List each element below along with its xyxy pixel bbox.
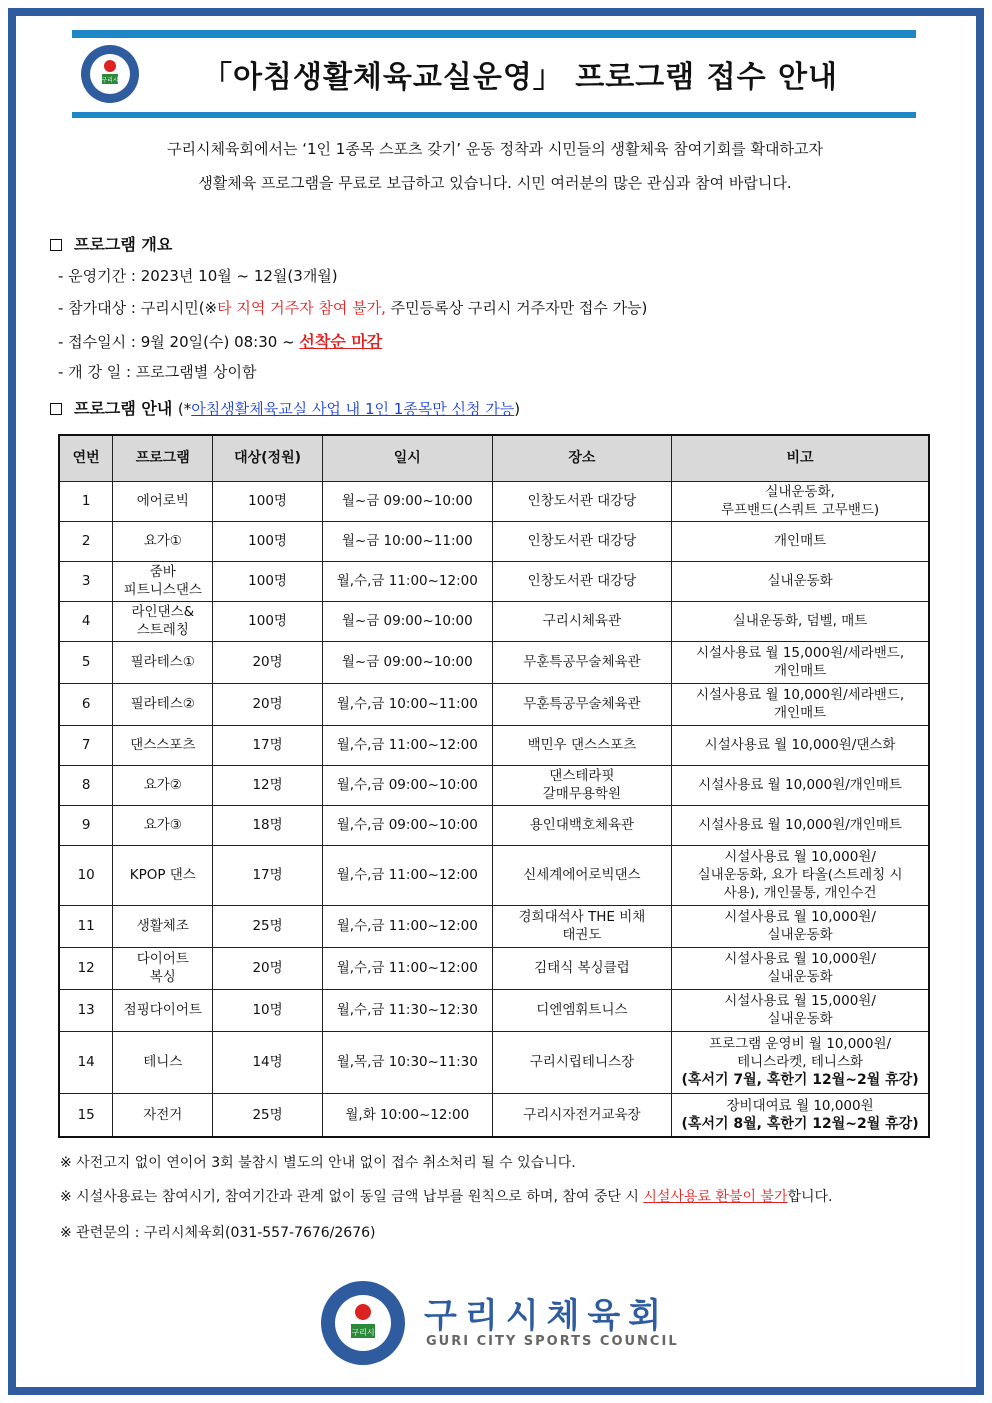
table-row: [59, 989, 929, 1031]
table-row: [59, 641, 929, 683]
row-note-line: 실내운동화: [767, 927, 833, 943]
row-schedule: 월,수,금 11:00~12:00: [322, 725, 492, 765]
row-capacity: 20명: [213, 947, 323, 989]
row-program: 점핑다이어트: [113, 989, 213, 1031]
table-row: [59, 601, 929, 641]
col-header: 프로그램: [113, 435, 213, 481]
guide-note-link[interactable]: 아침생활체육교실 사업 내 1인 1종목만 신청 가능: [191, 400, 515, 418]
row-capacity: 25명: [213, 905, 323, 947]
row-note-line: 시설사용료 월 15,000원/세라밴드,: [696, 645, 905, 661]
row-note: [672, 601, 929, 641]
row-capacity: 17명: [213, 725, 323, 765]
row-place: 백민우 댄스스포츠: [492, 725, 671, 765]
row-note-line: 실내운동화: [767, 969, 833, 985]
row-schedule: 월,수,금 09:00~10:00: [322, 765, 492, 805]
row-place: 경희대석사 THE 비채 태권도: [492, 905, 671, 947]
row-program: 요가②: [113, 765, 213, 805]
row-program: 테니스: [113, 1031, 213, 1093]
table-row: [59, 561, 929, 601]
row-number: 3: [59, 561, 113, 601]
guide-heading: 프로그램 안내 (*아침생활체육교실 사업 내 1인 1종목만 신청 가능): [50, 396, 520, 419]
row-note-line: 시설사용료 월 10,000원/개인매트: [698, 777, 902, 793]
table-row: [59, 905, 929, 947]
row-number: 4: [59, 601, 113, 641]
row-number: 11: [59, 905, 113, 947]
row-schedule: 월,화 10:00~12:00: [322, 1093, 492, 1137]
row-note: [672, 905, 929, 947]
row-schedule: 월,수,금 11:00~12:00: [322, 905, 492, 947]
row-note: [672, 765, 929, 805]
row-number: 15: [59, 1093, 113, 1137]
row-place: 구리시자전거교육장: [492, 1093, 671, 1137]
row-capacity: 20명: [213, 683, 323, 725]
row-program: 댄스스포츠: [113, 725, 213, 765]
svg-text:구리시: 구리시: [101, 77, 119, 84]
row-note-line: 시설사용료 월 10,000원/: [724, 951, 876, 967]
row-number: 5: [59, 641, 113, 683]
row-capacity: 25명: [213, 1093, 323, 1137]
row-capacity: 18명: [213, 805, 323, 845]
row-number: 9: [59, 805, 113, 845]
row-place: 무훈특공무술체육관: [492, 641, 671, 683]
row-note-line: (혹서기 7월, 혹한기 12월~2월 휴강): [681, 1072, 919, 1088]
row-note-line: 테니스라켓, 테니스화: [737, 1054, 864, 1070]
col-header: 장소: [492, 435, 671, 481]
col-header: 대상(정원): [213, 435, 323, 481]
row-program: 생활체조: [113, 905, 213, 947]
row-number: 13: [59, 989, 113, 1031]
row-note: [672, 481, 929, 521]
row-number: 10: [59, 845, 113, 905]
row-place: 구리시체육관: [492, 601, 671, 641]
row-place: 댄스테라핏 갈매무용학원: [492, 765, 671, 805]
overview-target: - 참가대상 : 구리시민(※타 지역 거주자 참여 불가, 주민등록상 구리시 거주자만 접수 가능): [58, 299, 648, 317]
title-bottom-bar: [72, 112, 916, 118]
row-program: 필라테스①: [113, 641, 213, 683]
row-place: 김태식 복싱클럽: [492, 947, 671, 989]
table-row: [59, 683, 929, 725]
row-note: [672, 1093, 929, 1137]
row-place: 인창도서관 대강당: [492, 561, 671, 601]
intro-paragraph: [60, 132, 930, 200]
row-place: 무훈특공무술체육관: [492, 683, 671, 725]
row-note: [672, 805, 929, 845]
row-schedule: 월,목,금 10:30~11:30: [322, 1031, 492, 1093]
row-schedule: 월~금 09:00~10:00: [322, 481, 492, 521]
row-capacity: 17명: [213, 845, 323, 905]
row-note-line: 사용), 개인물통, 개인수건: [723, 885, 877, 901]
overview-opening: - 개 강 일 : 프로그램별 상이함: [58, 363, 257, 381]
intro-line: 구리시체육회에서는 ‘1인 1종목 스포츠 갖기’ 운동 정착과 시민들의 생활체육 참여기회를 확대하고자: [167, 140, 823, 158]
row-note-line: 시설사용료 월 10,000원/댄스화: [704, 737, 896, 753]
overview-reception: - 접수일시 : 9월 20일(수) 08:30 ~ 선착순 마감: [58, 332, 383, 351]
row-note: [672, 561, 929, 601]
row-program: 요가①: [113, 521, 213, 561]
sports-council-emblem: [80, 44, 140, 104]
row-place: 신세계에어로빅댄스: [492, 845, 671, 905]
row-capacity: 100명: [213, 601, 323, 641]
row-note: [672, 989, 929, 1031]
table-row: [59, 765, 929, 805]
square-bullet-icon: [50, 239, 62, 251]
row-schedule: 월~금 09:00~10:00: [322, 601, 492, 641]
table-row: [59, 481, 929, 521]
guide-note: (*아침생활체육교실 사업 내 1인 1종목만 신청 가능): [177, 400, 521, 418]
row-note-line: 장비대여료 월 10,000원: [726, 1097, 874, 1114]
row-place: 인창도서관 대강당: [492, 521, 671, 561]
intro-line: 생활체육 프로그램을 무료로 보급하고 있습니다. 시민 여러분의 많은 관심과 참여 바랍니다.: [198, 174, 792, 192]
row-program: 라인댄스& 스트레칭: [113, 601, 213, 641]
row-note-line: 실내운동화, 요가 타올(스트레칭 시: [697, 867, 903, 883]
row-program: 다이어트 복싱: [113, 947, 213, 989]
row-note-line: 실내운동화,: [765, 484, 835, 500]
table-header-row: [59, 435, 929, 481]
row-schedule: 월,수,금 10:00~11:00: [322, 683, 492, 725]
row-schedule: 월,수,금 11:00~12:00: [322, 947, 492, 989]
row-program: KPOP 댄스: [113, 845, 213, 905]
row-number: 6: [59, 683, 113, 725]
row-number: 14: [59, 1031, 113, 1093]
row-note-line: 개인매트: [773, 663, 827, 679]
row-number: 1: [59, 481, 113, 521]
row-place: 구리시립테니스장: [492, 1031, 671, 1093]
row-program: 자전거: [113, 1093, 213, 1137]
row-number: 7: [59, 725, 113, 765]
row-place: 디엔엠휘트니스: [492, 989, 671, 1031]
table-row: [59, 521, 929, 561]
col-header: 일시: [322, 435, 492, 481]
table-row: [59, 845, 929, 905]
row-schedule: 월~금 10:00~11:00: [322, 521, 492, 561]
overview-heading: 프로그램 개요: [50, 232, 172, 255]
footer-emblem: [320, 1280, 406, 1366]
svg-text:구리시: 구리시: [351, 1328, 375, 1337]
row-note: [672, 521, 929, 561]
row-note-line: 시설사용료 월 10,000원/: [724, 849, 876, 865]
row-note: [672, 845, 929, 905]
table-row: [59, 725, 929, 765]
row-note-line: 시설사용료 월 10,000원/세라밴드,: [696, 687, 905, 703]
row-capacity: 20명: [213, 641, 323, 683]
row-capacity: 10명: [213, 989, 323, 1031]
square-bullet-icon: [50, 403, 62, 415]
row-note-line: 실내운동화, 덤벨, 매트: [732, 613, 868, 629]
table-row: [59, 1093, 929, 1137]
row-note-line: 실내운동화: [767, 1011, 833, 1027]
overview-period: - 운영기간 : 2023년 10월 ~ 12월(3개월): [58, 267, 338, 285]
row-program: 줌바 피트니스댄스: [113, 561, 213, 601]
row-capacity: 100명: [213, 481, 323, 521]
page-title: 「아침생활체육교실운영」 프로그램 접수 안내: [202, 60, 838, 95]
row-note: [672, 947, 929, 989]
row-place: 인창도서관 대강당: [492, 481, 671, 521]
table-row: [59, 947, 929, 989]
row-number: 12: [59, 947, 113, 989]
footnote-absence: ※ 사전고지 없이 연이어 3회 불참시 별도의 안내 없이 접수 취소처리 될 수 있습니다.: [60, 1155, 576, 1171]
program-table: [58, 434, 930, 1138]
title-top-bar: [72, 30, 916, 38]
row-schedule: 월,수,금 09:00~10:00: [322, 805, 492, 845]
row-note: [672, 725, 929, 765]
row-note-line: 개인매트: [773, 705, 827, 721]
row-schedule: 월,수,금 11:00~12:00: [322, 561, 492, 601]
row-note-line: 루프밴드(스쿼트 고무밴드): [720, 502, 880, 518]
footer-org-name: 구리시체육회: [424, 1296, 670, 1336]
row-note-line: 시설사용료 월 10,000원/: [724, 909, 876, 925]
footer-org-name-en: GURI CITY SPORTS COUNCIL: [426, 1334, 679, 1349]
row-schedule: 월~금 09:00~10:00: [322, 641, 492, 683]
row-note-line: 실내운동화: [767, 573, 833, 589]
row-capacity: 14명: [213, 1031, 323, 1093]
row-place: 용인대백호체육관: [492, 805, 671, 845]
row-capacity: 12명: [213, 765, 323, 805]
table-row: [59, 1031, 929, 1093]
row-capacity: 100명: [213, 561, 323, 601]
row-note-line: 시설사용료 월 15,000원/: [724, 993, 876, 1009]
row-number: 8: [59, 765, 113, 805]
row-program: 에어로빅: [113, 481, 213, 521]
row-note: [672, 1031, 929, 1093]
row-note-line: 개인매트: [773, 533, 827, 549]
row-program: 요가③: [113, 805, 213, 845]
row-program: 필라테스②: [113, 683, 213, 725]
row-capacity: 100명: [213, 521, 323, 561]
row-note-line: (혹서기 8월, 혹한기 12월~2월 휴강): [681, 1115, 919, 1132]
row-schedule: 월,수,금 11:30~12:30: [322, 989, 492, 1031]
col-header: 비고: [672, 435, 929, 481]
footnote-fee: ※ 시설사용료는 참여시기, 참여기간과 관계 없이 동일 금액 납부를 원칙으로 하며, 참여 중단 시 시설사용료 환불이 불가합니다.: [60, 1189, 833, 1205]
row-note: [672, 683, 929, 725]
footnote-contact: ※ 관련문의 : 구리시체육회(031-557-7676/2676): [60, 1225, 376, 1241]
col-header: 연번: [59, 435, 113, 481]
row-number: 2: [59, 521, 113, 561]
table-row: [59, 805, 929, 845]
row-note-line: 프로그램 운영비 월 10,000원/: [709, 1036, 892, 1052]
row-schedule: 월,수,금 11:00~12:00: [322, 845, 492, 905]
row-note: [672, 641, 929, 683]
row-note-line: 시설사용료 월 10,000원/개인매트: [698, 817, 902, 833]
